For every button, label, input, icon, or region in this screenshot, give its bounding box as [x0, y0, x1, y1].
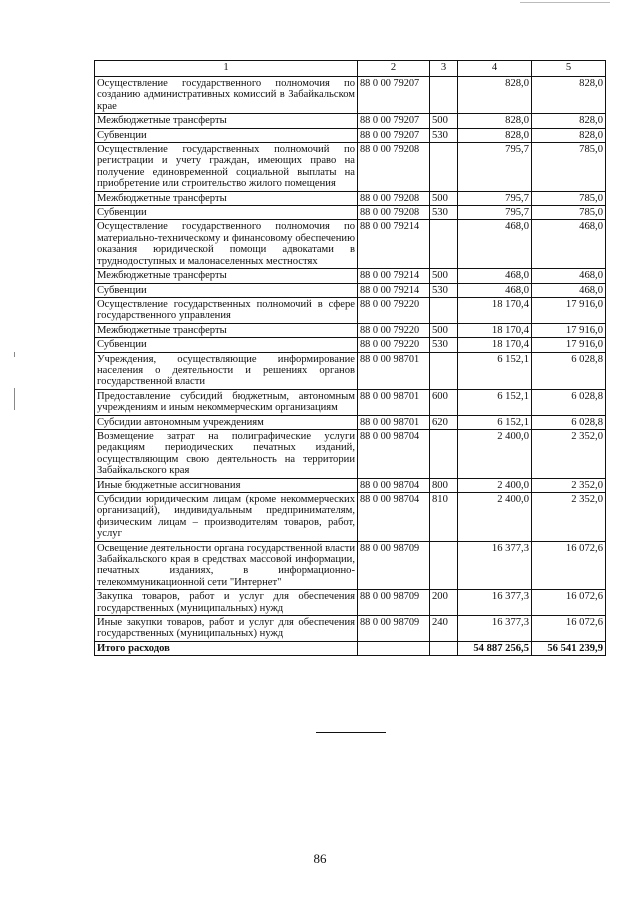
row-value-col5-cell: 2 352,0	[532, 478, 606, 492]
row-name-cell: Субсидии автономным учреждениям	[95, 415, 358, 429]
total-value-col5: 56 541 239,9	[532, 641, 606, 655]
table-body	[95, 77, 606, 642]
row-name-cell: Предоставление субсидий бюджетным, автономным учреждениям и иным некоммерческим организациям	[95, 389, 358, 415]
row-name-cell: Иные закупки товаров, работ и услуг для обеспечения государственных (муниципальных) нужд	[95, 616, 358, 642]
row-name-cell: Межбюджетные трансферты	[95, 269, 358, 283]
header-col-2: 2	[358, 61, 430, 77]
table-row	[95, 590, 606, 616]
scan-edge-mark	[14, 388, 15, 410]
table-row	[95, 389, 606, 415]
row-value-col5-cell: 828,0	[532, 77, 606, 114]
row-value-col5-cell: 828,0	[532, 114, 606, 128]
header-col-5: 5	[532, 61, 606, 77]
header-col-1: 1	[95, 61, 358, 77]
row-vr-cell	[430, 77, 458, 114]
row-vr-cell: 600	[430, 389, 458, 415]
row-name-cell: Закупка товаров, работ и услуг для обеспечения государственных (муниципальных) нужд	[95, 590, 358, 616]
expenditure-table	[94, 60, 606, 656]
row-value-col4-cell: 828,0	[458, 77, 532, 114]
row-vr-cell	[430, 297, 458, 323]
row-value-col4-cell: 828,0	[458, 114, 532, 128]
row-vr-cell: 620	[430, 415, 458, 429]
row-value-col5-cell: 2 352,0	[532, 493, 606, 542]
row-vr-cell	[430, 541, 458, 590]
row-value-col5-cell: 6 028,8	[532, 352, 606, 389]
row-vr-cell: 530	[430, 206, 458, 220]
row-value-col5-cell: 6 028,8	[532, 415, 606, 429]
row-value-col5-cell: 17 916,0	[532, 297, 606, 323]
row-value-col4-cell: 18 170,4	[458, 297, 532, 323]
row-name-cell: Осуществление государственного полномочия по созданию административных комиссий в Забайкальском крае	[95, 77, 358, 114]
row-code-cell: 88 0 00 79207	[358, 114, 430, 128]
row-vr-cell: 500	[430, 114, 458, 128]
row-value-col5-cell: 17 916,0	[532, 338, 606, 352]
row-value-col5-cell: 468,0	[532, 269, 606, 283]
row-name-cell: Межбюджетные трансферты	[95, 191, 358, 205]
scan-edge-mark	[14, 352, 15, 357]
row-name-cell: Осуществление государственного полномочия по материально-техническому и финансовому обеспечению оказания юридической помощи адвокатами в труднодоступных и малонаселенных местностях	[95, 220, 358, 269]
row-code-cell: 88 0 00 79208	[358, 206, 430, 220]
row-code-cell: 88 0 00 98704	[358, 429, 430, 478]
row-value-col5-cell: 16 072,6	[532, 616, 606, 642]
row-vr-cell: 800	[430, 478, 458, 492]
row-value-col5-cell: 785,0	[532, 191, 606, 205]
row-vr-cell: 530	[430, 338, 458, 352]
row-value-col4-cell: 18 170,4	[458, 338, 532, 352]
closing-rule	[316, 732, 386, 733]
row-value-col5-cell: 468,0	[532, 220, 606, 269]
row-value-col4-cell: 795,7	[458, 143, 532, 192]
row-value-col5-cell: 785,0	[532, 206, 606, 220]
row-value-col4-cell: 6 152,1	[458, 389, 532, 415]
row-name-cell: Освещение деятельности органа государственной власти Забайкальского края в средствах массовой информации, печатных изданиях, в информационно-телекоммуникационной сети "Интернет"	[95, 541, 358, 590]
row-value-col4-cell: 468,0	[458, 283, 532, 297]
row-code-cell: 88 0 00 98701	[358, 352, 430, 389]
row-code-cell: 88 0 00 79220	[358, 323, 430, 337]
scan-edge-mark	[520, 2, 610, 3]
row-vr-cell	[430, 429, 458, 478]
row-value-col4-cell: 468,0	[458, 220, 532, 269]
row-vr-cell: 240	[430, 616, 458, 642]
row-code-cell: 88 0 00 79208	[358, 191, 430, 205]
row-code-cell: 88 0 00 98709	[358, 616, 430, 642]
row-code-cell: 88 0 00 79207	[358, 128, 430, 142]
row-vr-cell: 530	[430, 283, 458, 297]
row-value-col5-cell: 2 352,0	[532, 429, 606, 478]
row-value-col4-cell: 16 377,3	[458, 616, 532, 642]
row-name-cell: Межбюджетные трансферты	[95, 323, 358, 337]
row-vr-cell: 500	[430, 191, 458, 205]
row-vr-cell: 810	[430, 493, 458, 542]
row-code-cell: 88 0 00 79207	[358, 77, 430, 114]
row-code-cell: 88 0 00 98701	[358, 389, 430, 415]
row-name-cell: Возмещение затрат на полиграфические услуги редакциям периодических печатных изданий, осуществляющим свою деятельность на территории Забайкальского края	[95, 429, 358, 478]
row-value-col5-cell: 16 072,6	[532, 541, 606, 590]
table-row	[95, 206, 606, 220]
table-row	[95, 478, 606, 492]
row-name-cell: Осуществление государственных полномочий по регистрации и учету граждан, имеющих право на получение единовременной социальной выплаты на приобретение или строительство жилого помещения	[95, 143, 358, 192]
total-label: Итого расходов	[95, 641, 358, 655]
table-row	[95, 128, 606, 142]
row-name-cell: Субвенции	[95, 338, 358, 352]
table-row	[95, 77, 606, 114]
row-value-col5-cell: 785,0	[532, 143, 606, 192]
page-number: 86	[313, 851, 327, 866]
row-vr-cell: 200	[430, 590, 458, 616]
total-vr-empty	[430, 641, 458, 655]
table-row	[95, 352, 606, 389]
row-value-col4-cell: 16 377,3	[458, 541, 532, 590]
table-row	[95, 283, 606, 297]
row-value-col5-cell: 468,0	[532, 283, 606, 297]
row-code-cell: 88 0 00 79214	[358, 269, 430, 283]
row-vr-cell: 530	[430, 128, 458, 142]
table-row	[95, 323, 606, 337]
row-value-col5-cell: 17 916,0	[532, 323, 606, 337]
table-row	[95, 541, 606, 590]
row-code-cell: 88 0 00 79220	[358, 338, 430, 352]
table-row	[95, 143, 606, 192]
row-value-col4-cell: 2 400,0	[458, 493, 532, 542]
row-value-col4-cell: 468,0	[458, 269, 532, 283]
row-name-cell: Субвенции	[95, 283, 358, 297]
row-code-cell: 88 0 00 79220	[358, 297, 430, 323]
row-value-col4-cell: 6 152,1	[458, 415, 532, 429]
row-name-cell: Субвенции	[95, 206, 358, 220]
row-name-cell: Осуществление государственных полномочий в сфере государственного управления	[95, 297, 358, 323]
row-name-cell: Субвенции	[95, 128, 358, 142]
row-value-col4-cell: 795,7	[458, 191, 532, 205]
row-value-col4-cell: 828,0	[458, 128, 532, 142]
row-code-cell: 88 0 00 98709	[358, 590, 430, 616]
table-row	[95, 220, 606, 269]
header-col-4: 4	[458, 61, 532, 77]
total-value-col4: 54 887 256,5	[458, 641, 532, 655]
row-value-col4-cell: 2 400,0	[458, 478, 532, 492]
row-code-cell: 88 0 00 79214	[358, 220, 430, 269]
row-code-cell: 88 0 00 79214	[358, 283, 430, 297]
table-row	[95, 297, 606, 323]
table-row	[95, 114, 606, 128]
row-code-cell: 88 0 00 98704	[358, 493, 430, 542]
row-value-col4-cell: 16 377,3	[458, 590, 532, 616]
table-row	[95, 415, 606, 429]
row-value-col5-cell: 6 028,8	[532, 389, 606, 415]
header-col-3: 3	[430, 61, 458, 77]
table-row	[95, 191, 606, 205]
row-value-col4-cell: 18 170,4	[458, 323, 532, 337]
table-header-row	[95, 61, 606, 77]
row-name-cell: Субсидии юридическим лицам (кроме некоммерческих организаций), индивидуальным предпринимателям, физическим лицам – производителям товаров, работ, услуг	[95, 493, 358, 542]
table-row	[95, 616, 606, 642]
total-code-empty	[358, 641, 430, 655]
total-row	[95, 641, 606, 655]
table-row	[95, 493, 606, 542]
table-row	[95, 269, 606, 283]
row-code-cell: 88 0 00 98709	[358, 541, 430, 590]
row-name-cell: Иные бюджетные ассигнования	[95, 478, 358, 492]
row-vr-cell	[430, 220, 458, 269]
table-row	[95, 429, 606, 478]
row-vr-cell	[430, 143, 458, 192]
row-name-cell: Межбюджетные трансферты	[95, 114, 358, 128]
row-vr-cell: 500	[430, 323, 458, 337]
row-value-col4-cell: 6 152,1	[458, 352, 532, 389]
table-row	[95, 338, 606, 352]
row-vr-cell	[430, 352, 458, 389]
row-vr-cell: 500	[430, 269, 458, 283]
row-value-col4-cell: 2 400,0	[458, 429, 532, 478]
row-name-cell: Учреждения, осуществляющие информирование населения о деятельности и решениях органов государственной власти	[95, 352, 358, 389]
row-value-col4-cell: 795,7	[458, 206, 532, 220]
row-code-cell: 88 0 00 98701	[358, 415, 430, 429]
row-value-col5-cell: 828,0	[532, 128, 606, 142]
row-value-col5-cell: 16 072,6	[532, 590, 606, 616]
row-code-cell: 88 0 00 98704	[358, 478, 430, 492]
row-code-cell: 88 0 00 79208	[358, 143, 430, 192]
